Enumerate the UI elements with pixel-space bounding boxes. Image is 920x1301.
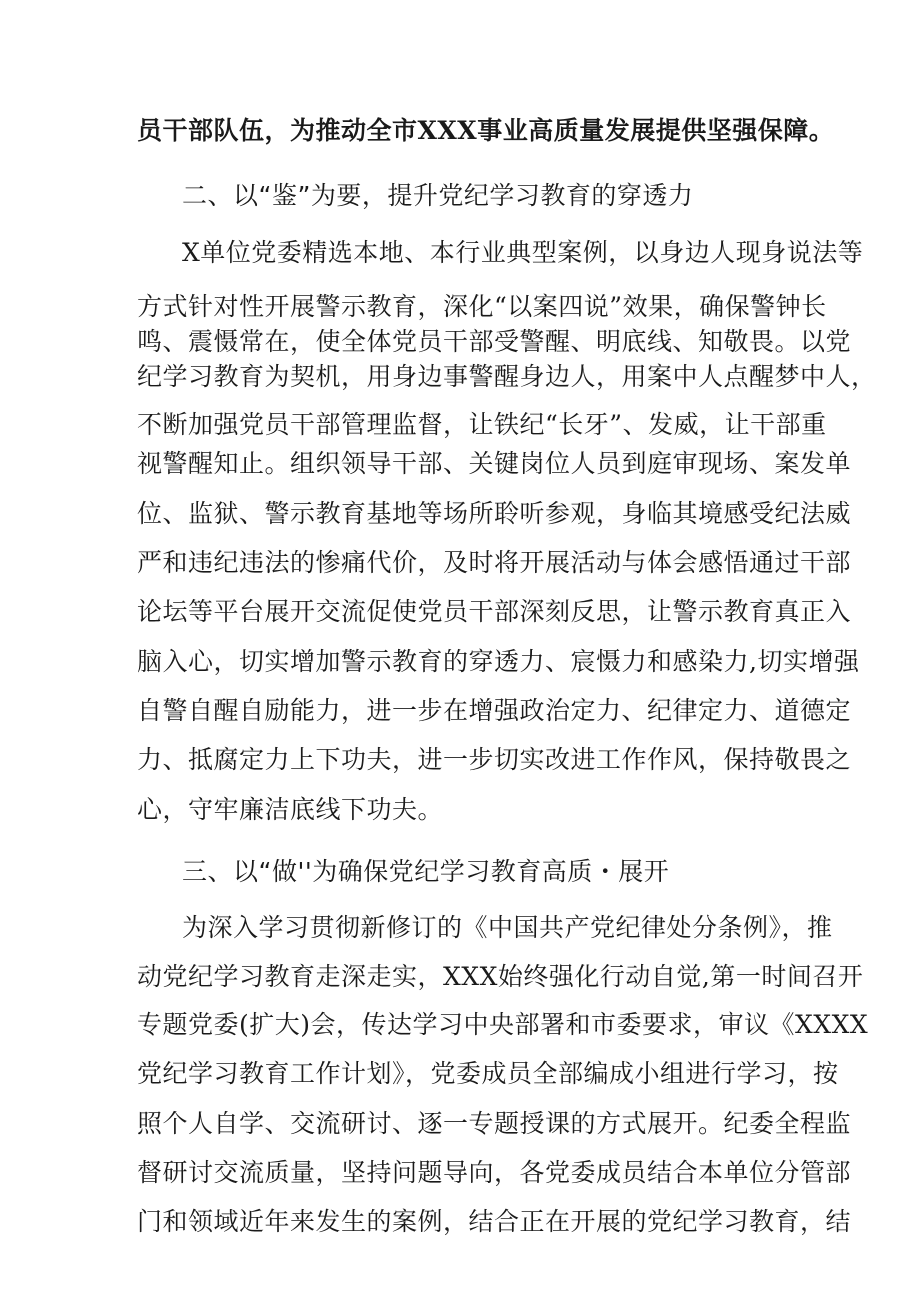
paragraph-line: X单位党委精选本地、本行业典型案例，以身边人现身说法等 [182,238,864,267]
paragraph-line: 自警自醒自励能力，进一步在增强政治定力、纪律定力、道德定 [137,696,852,725]
paragraph-line: 纪学习教育为契机，用身边事警醒身边人，用案中人点醒梦中人， [137,362,877,391]
paragraph-line: 党纪学习教育工作计划》，党委成员全部编成小组进行学习，按 [137,1059,839,1088]
paragraph-line: 不断加强党员干部管理监督，让铁纪“长牙”、发威，让干部重 [137,410,827,439]
paragraph-line: 严和违纪违法的惨痛代价，及时将开展活动与体会感悟通过干部 [137,548,852,577]
paragraph-line: 力、抵腐定力上下功夫，进一步切实改进工作作风，保持敬畏之 [137,745,852,774]
section-heading-3: 三、以“做''为确保党纪学习教育高质・展开 [182,857,670,886]
paragraph-line: 员干部队伍，为推动全市XXX事业高质量发展提供坚强保障。 [137,116,835,145]
paragraph-line: 方式针对性开展警示教育，深化“以案四说”效果，确保警钟长 [137,292,827,321]
paragraph-line: 专题党委(扩大)会，传达学习中央部署和市委要求，审议《XXXX [137,1010,869,1039]
paragraph-line: 督研讨交流质量，坚持问题导向，各党委成员结合本单位分管部 [137,1158,852,1187]
paragraph-line: 鸣、震慑常在，使全体党员干部受警醒、明底线、知敬畏。以党 [137,327,852,356]
paragraph-line: 为深入学习贯彻新修订的《中国共产党纪律处分条例》，推 [182,913,833,942]
paragraph-line: 心，守牢廉洁底线下功夫。 [137,795,444,824]
paragraph-line: 动党纪学习教育走深走实，XXX始终强化行动自觉,第一时间召开 [137,962,864,991]
paragraph-line: 论坛等平台展开交流促使党员干部深刻反思，让警示教育真正入 [137,597,852,626]
paragraph-line: 脑入心，切实增加警示教育的穿透力、宸慑力和感染力,切实增强 [137,647,860,676]
section-heading-2: 二、以“鉴”为要，提升党纪学习教育的穿透力 [182,181,694,210]
paragraph-line: 视警醒知止。组织领导干部、关键岗位人员到庭审现场、案发单 [137,449,852,478]
paragraph-line: 位、监狱、警示教育基地等场所聆听参观，身临其境感受纪法威 [137,499,852,528]
paragraph-line: 照个人自学、交流研讨、逐一专题授课的方式展开。纪委全程监 [137,1109,852,1138]
paragraph-line: 门和领域近年来发生的案例，结合正在开展的党纪学习教育，结 [137,1207,852,1236]
